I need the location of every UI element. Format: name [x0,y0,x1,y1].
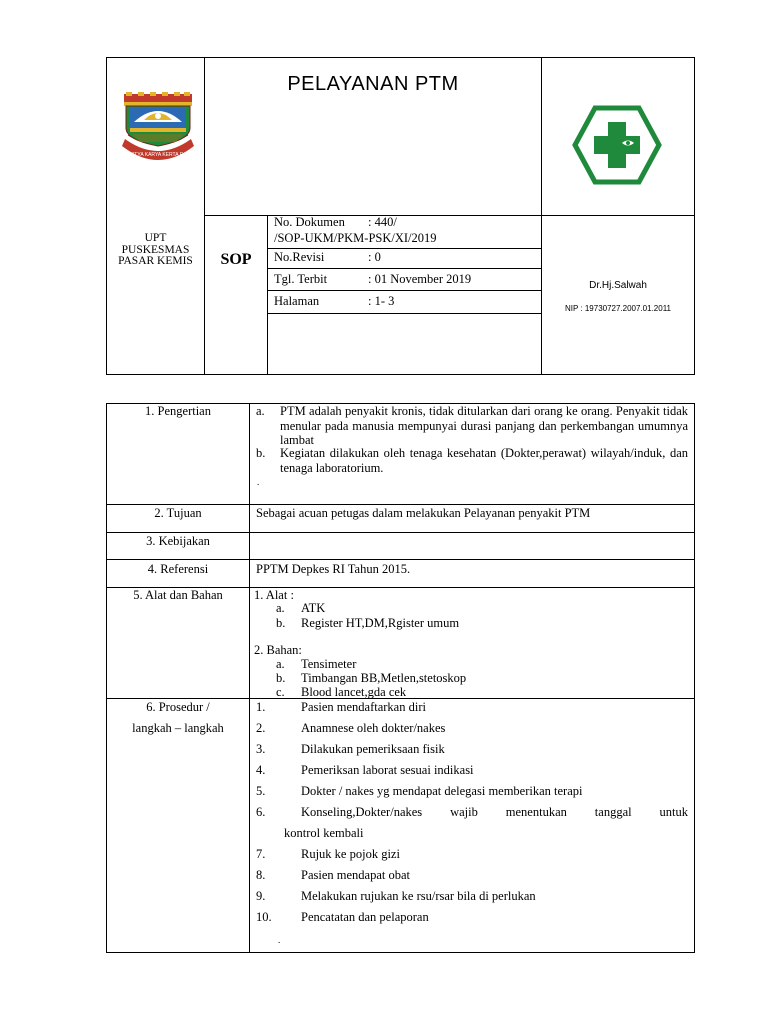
step-text: Anamnese oleh dokter/nakes [301,721,446,735]
regency-emblem [114,88,202,168]
bahan-item: Tensimeter [301,657,357,671]
step-text: Melakukan rujukan ke rsu/rsar bila di perlukan [301,889,536,903]
step-number: 9. [256,889,266,903]
section-label-prosedur-line2: langkah – langkah [132,721,224,735]
section-label-tujuan: 2. Tujuan [154,506,202,520]
list-marker: a. [256,404,265,418]
step-text: Pencatatan dan pelaporan [301,910,429,924]
pengertian-item-b [256,446,688,475]
page-value: : 1- 3 [368,294,395,308]
emblem-motto: SATYA KARYA KERTA RAHARJA [128,152,204,158]
page-label: Halaman [274,294,320,308]
step-text: Pasien mendapat obat [301,868,410,882]
bahan-item-marker: b. [276,671,286,685]
alat-item: Register HT,DM,Rgister umum [301,616,460,630]
signer-nip: NIP : 19730727.2007.01.2011 [564,304,672,313]
alat-item-marker: b. [276,616,286,630]
prosedur-trailing: . [278,935,281,945]
pengertian-text-a: PTM adalah penyakit kronis, tidak ditularkan dari orang ke orang. Penyakit tidak menular pada manusia mempunyai durasi panjang dan perkembangan umumnya lambat [280,404,688,447]
puskesmas-logo [572,105,662,185]
org-name [107,233,204,268]
section-label-kebijakan: 3. Kebijakan [146,534,210,548]
section-label-alat-bahan: 5. Alat dan Bahan [133,588,223,602]
org-line: PUSKESMAS [121,243,190,256]
alat-heading: 1. Alat : [254,588,294,602]
step-number: 6. [256,805,266,819]
step-number: 10. [256,910,272,924]
section-label-prosedur: 6. Prosedur / [146,700,210,714]
step-number: 1. [256,700,266,714]
alat-item: ATK [301,601,326,615]
step-text: Rujuk ke pojok gizi [301,847,400,861]
step-text-continuation: kontrol kembali [284,826,364,840]
step-number: 3. [256,742,266,756]
signer-name: Dr.Hj.Salwah [589,280,647,291]
pengertian-item-a [256,404,688,448]
issue-date-label: Tgl. Terbit [274,272,328,286]
step-text: Konseling,Dokter/nakes wajib menentukan tanggal untuk [301,805,688,819]
bahan-item-marker: c. [276,685,285,699]
doc-number-label: No. Dokumen [274,215,345,229]
bahan-item: Timbangan BB,Metlen,stetoskop [301,671,467,685]
step-text: Dilakukan pemeriksaan fisik [301,742,445,756]
step-number: 2. [256,721,266,735]
page-title: PELAYANAN PTM [287,73,459,95]
revision-label: No.Revisi [274,250,325,264]
step-number: 7. [256,847,266,861]
pengertian-trailing: . [257,477,260,487]
step-number: 8. [256,868,266,882]
referensi-text: PPTM Depkes RI Tahun 2015. [256,562,411,576]
bahan-heading: 2. Bahan: [254,643,302,657]
bahan-item: Blood lancet,gda cek [301,685,407,699]
alat-item-marker: a. [276,601,285,615]
org-line: PASAR KEMIS [118,255,193,267]
step-text: Dokter / nakes yg mendapat delegasi memberikan terapi [301,784,583,798]
list-marker: b. [256,446,266,460]
bahan-item-marker: a. [276,657,285,671]
doc-number-value: : 440/ [368,215,397,229]
health-cross-icon [572,105,662,185]
revision-value: : 0 [368,250,381,264]
step-text: Pasien mendaftarkan diri [301,700,426,714]
doc-number-value-line2: /SOP-UKM/PKM-PSK/XI/2019 [274,231,437,245]
step-number: 4. [256,763,266,777]
step-text: Pemeriksan laborat sesuai indikasi [301,763,474,777]
section-label-referensi: 4. Referensi [147,562,209,576]
tujuan-text: Sebagai acuan petugas dalam melakukan Pelayanan penyakit PTM [256,506,591,520]
step-number: 5. [256,784,266,798]
pengertian-text-b: Kegiatan dilakukan oleh tenaga kesehatan (Dokter,perawat) wilayah/induk, dan tenaga laboratorium. [280,446,688,475]
org-line: UPT [144,232,167,244]
issue-date-value: : 01 November 2019 [368,272,472,286]
sop-label: SOP [220,251,252,268]
section-label-pengertian: 1. Pengertian [145,404,211,418]
